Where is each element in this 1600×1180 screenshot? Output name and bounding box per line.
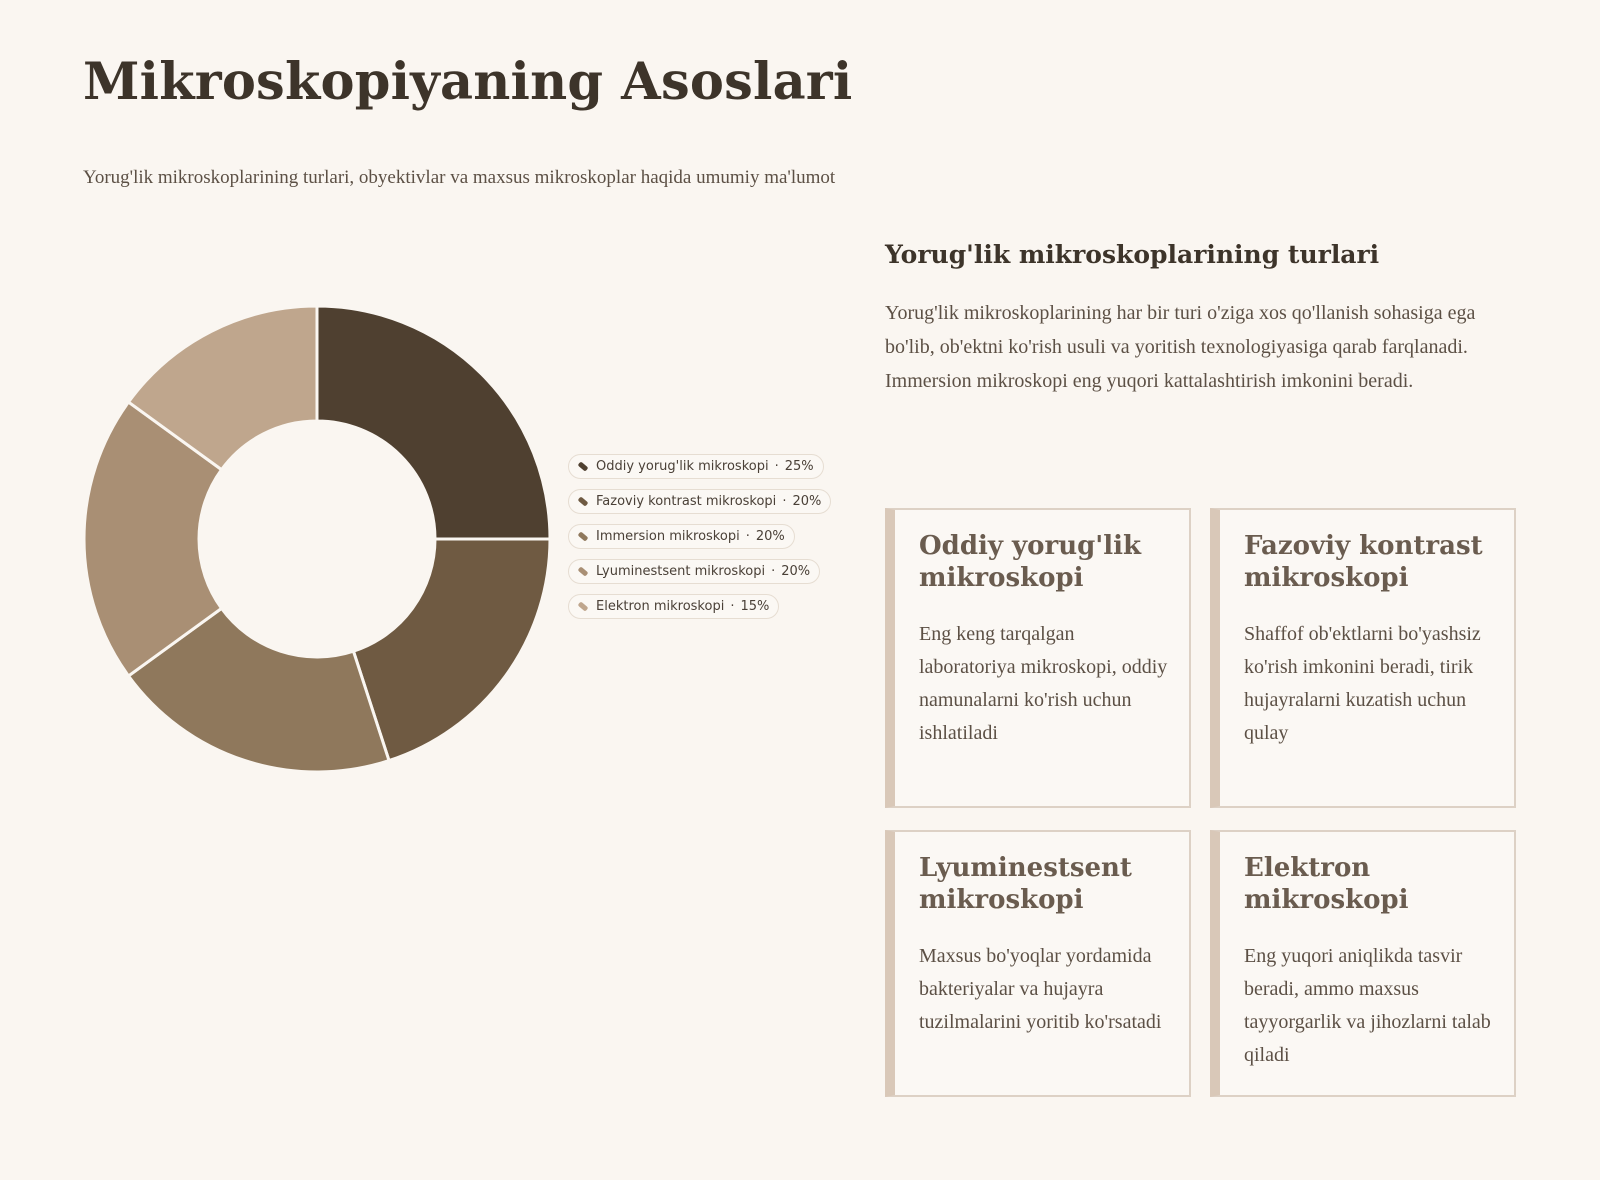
donut-chart bbox=[0, 0, 853, 800]
legend-separator: · bbox=[771, 564, 776, 579]
card-oddiy-yoruglik bbox=[885, 508, 1191, 808]
legend-item bbox=[568, 524, 795, 549]
legend-swatch bbox=[578, 601, 589, 611]
card-title: Fazoviy kontrast mikroskopi bbox=[1244, 531, 1483, 593]
page-title: Mikroskopiyaning Asoslari bbox=[83, 52, 853, 112]
card-text: Eng keng tarqalgan laboratoriya mikroskopi, oddiy namunalarni ko'rish uchun ishlatiladi bbox=[919, 623, 1168, 744]
legend-label: Fazoviy kontrast mikroskopi bbox=[596, 494, 777, 509]
legend-value: 25% bbox=[784, 459, 814, 474]
section-heading: Yorug'lik mikroskoplarining turlari bbox=[885, 240, 1380, 269]
legend-swatch bbox=[578, 531, 589, 541]
card-title: Elektron mikroskopi bbox=[1244, 853, 1409, 915]
legend-separator: · bbox=[730, 599, 735, 614]
legend-separator: · bbox=[745, 529, 750, 544]
section-text: Yorug'lik mikroskoplarining har bir turi o'ziga xos qo'llanish sohasiga ega bo'lib, ob'ektni ko'rish usuli va yoritish texnologiyasiga qarab farqlanadi. Immersion mikroskopi eng yuqori kattalashtirish imkonini beradi. bbox=[885, 302, 1476, 392]
legend-label: Elektron mikroskopi bbox=[596, 599, 725, 614]
card-fazoviy-kontrast bbox=[1210, 508, 1516, 808]
legend-swatch bbox=[578, 461, 589, 471]
legend-value: 20% bbox=[755, 529, 785, 544]
legend-swatch bbox=[578, 496, 589, 506]
legend-value: 20% bbox=[792, 494, 822, 509]
legend-value: 15% bbox=[740, 599, 770, 614]
legend-item bbox=[568, 594, 779, 619]
legend-item bbox=[568, 454, 824, 479]
card-title: Lyuminestsent mikroskopi bbox=[919, 853, 1132, 915]
page-subtitle: Yorug'lik mikroskoplarining turlari, obyektivlar va maxsus mikroskoplar haqida umumiy ma'lumot bbox=[83, 167, 836, 188]
legend-label: Immersion mikroskopi bbox=[596, 529, 740, 544]
card-elektron bbox=[1210, 830, 1516, 1097]
legend-separator: · bbox=[782, 494, 787, 509]
legend-item bbox=[568, 489, 831, 514]
donut-slice bbox=[353, 539, 550, 761]
legend-item bbox=[568, 559, 820, 584]
chart-legend bbox=[568, 454, 831, 619]
legend-separator: · bbox=[774, 459, 779, 474]
card-text: Shaffof ob'ektlarni bo'yashsiz ko'rish imkonini beradi, tirik hujayralarni kuzatish uchun qulay bbox=[1244, 623, 1481, 744]
card-lyuminestsent bbox=[885, 830, 1191, 1097]
legend-label: Lyuminestsent mikroskopi bbox=[596, 564, 766, 579]
donut-slices bbox=[84, 306, 550, 772]
donut-slice bbox=[317, 306, 550, 539]
legend-swatch bbox=[578, 566, 589, 576]
card-text: Eng yuqori aniqlikda tasvir beradi, ammo maxsus tayyorgarlik va jihozlarni talab qiladi bbox=[1244, 945, 1491, 1066]
legend-label: Oddiy yorug'lik mikroskopi bbox=[596, 459, 769, 474]
legend-value: 20% bbox=[781, 564, 811, 579]
card-title: Oddiy yorug'lik mikroskopi bbox=[919, 531, 1142, 593]
card-text: Maxsus bo'yoqlar yordamida bakteriyalar va hujayra tuzilmalarini yoritib ko'rsatadi bbox=[919, 945, 1162, 1033]
